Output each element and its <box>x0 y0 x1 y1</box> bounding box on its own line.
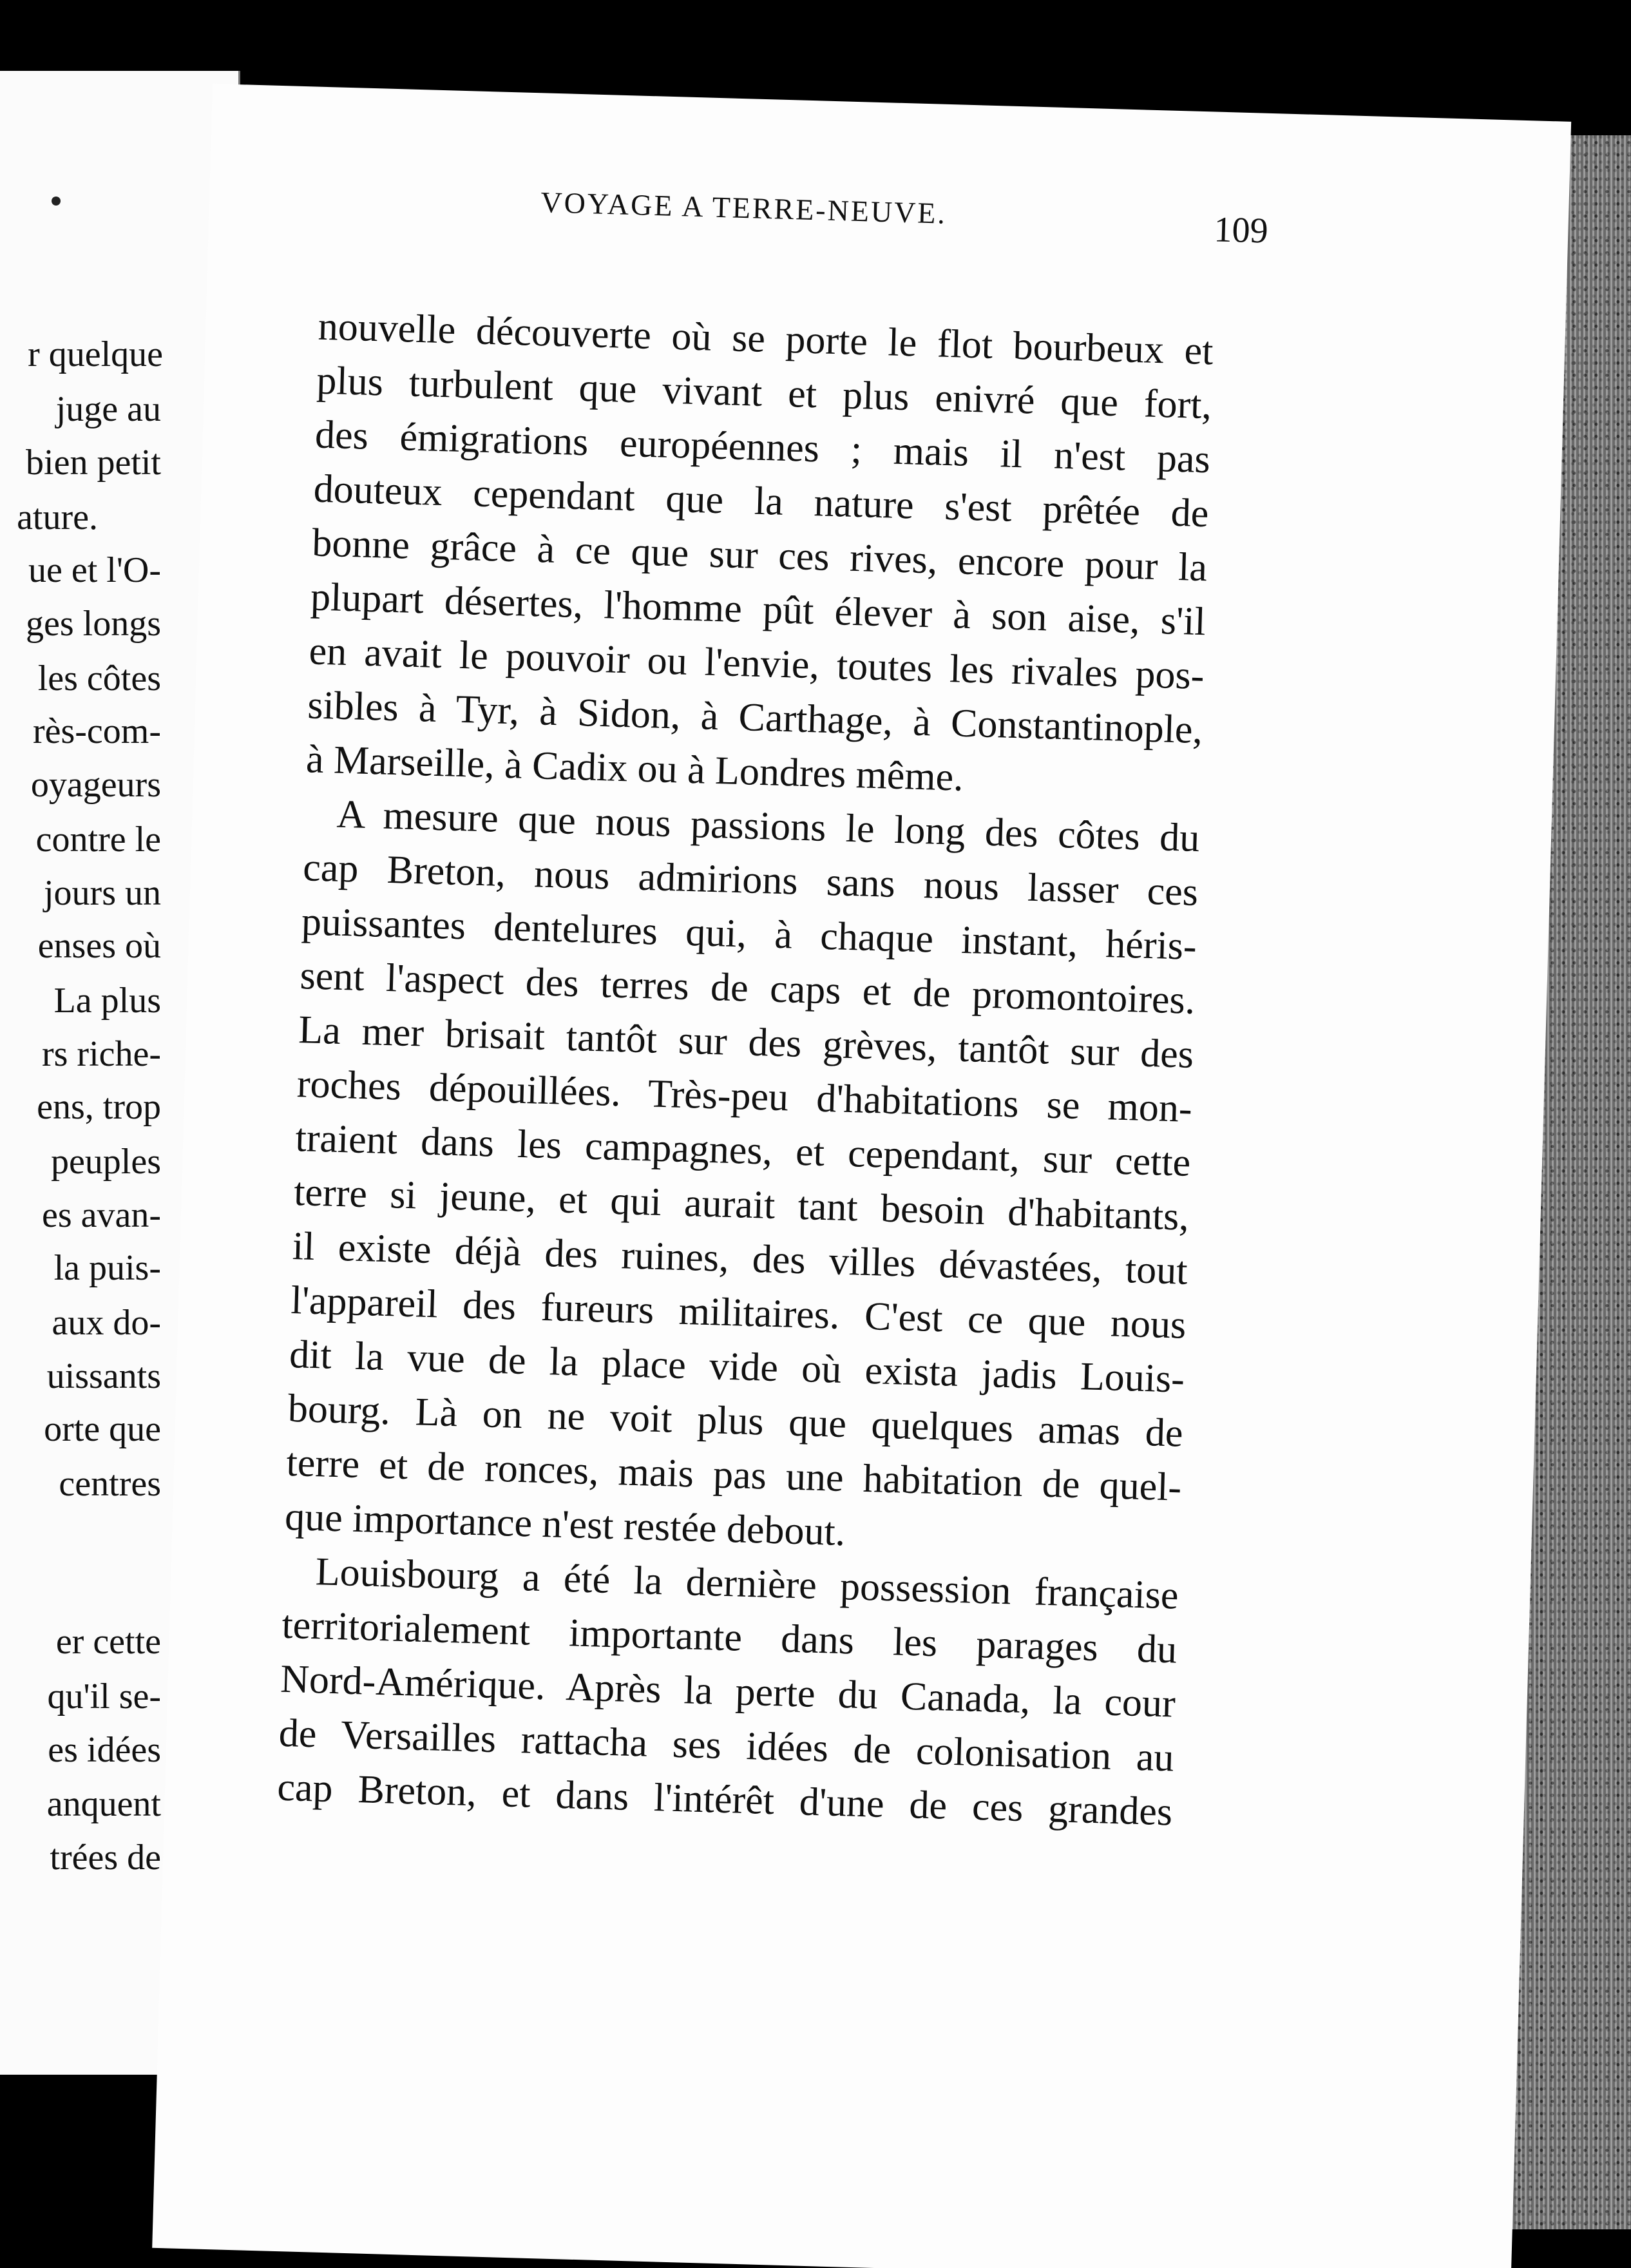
left-page-line: es idées <box>48 1730 161 1770</box>
text-line: bonne grâce à ce que sur ces rives, encore pour la <box>311 521 1208 590</box>
left-page-line: anquent <box>46 1784 161 1824</box>
text-line: douteux cependant que la nature s'est prêtée de <box>312 466 1210 536</box>
text-line: dit la vue de la place vide où exista jadis Louis- <box>289 1332 1185 1401</box>
left-page-line: ature. <box>17 497 98 537</box>
text-line: roches dépouillées. Très-peu d'habitations se mon- <box>296 1062 1193 1131</box>
left-page-line: juge au <box>55 389 161 429</box>
text-line: terre et de ronces, mais pas une habitation de quel- <box>285 1440 1183 1510</box>
running-head: VOYAGE A TERRE-NEUVE. <box>540 186 948 230</box>
left-page-line: rès-com- <box>32 711 161 751</box>
left-page-line: enses où <box>37 926 161 966</box>
left-page-line: rs riche- <box>41 1034 161 1074</box>
left-page-line: ue et l'O- <box>28 550 161 590</box>
text-line: cap Breton, nous admirions sans nous lasser ces <box>302 845 1199 915</box>
left-page-line: r quelque <box>28 334 163 374</box>
text-line: nouvelle découverte où se porte le flot bourbeux et <box>317 304 1214 374</box>
left-page-line: centres <box>59 1464 161 1504</box>
text-line: que importance n'est restée debout. <box>284 1494 846 1555</box>
text-line: Louisbourg a été la dernière possession française <box>315 1550 1179 1618</box>
left-page-line: aux do- <box>52 1303 161 1343</box>
left-page-line: la puis- <box>53 1248 161 1288</box>
left-page-line: La plus <box>53 981 161 1021</box>
left-page-line: uissants <box>46 1356 161 1396</box>
text-line: terre si jeune, et qui aurait tant besoin d'habitants, <box>293 1170 1190 1239</box>
left-page-line: qu'il se- <box>47 1677 161 1716</box>
text-line: cap Breton, et dans l'intérêt d'une de ces grandes <box>276 1765 1173 1834</box>
left-page-line: bien petit <box>26 443 161 483</box>
page-header <box>321 179 1321 258</box>
text-line: de Versailles rattacha ses idées de colonisation au <box>278 1711 1175 1780</box>
text-line: La mer brisait tantôt sur des grèves, tantôt sur des <box>298 1008 1194 1077</box>
left-page-line: es avan- <box>41 1195 161 1235</box>
left-page-line: ens, trop <box>37 1087 161 1127</box>
left-page-line: er cette <box>55 1622 161 1662</box>
left-page-line: les côtes <box>37 658 161 698</box>
left-page-line: ges longs <box>26 604 161 644</box>
page-number: 109 <box>1213 209 1269 251</box>
text-line: plupart désertes, l'homme pût élever à son aise, s'il <box>310 575 1207 644</box>
text-line: sibles à Tyr, à Sidon, à Carthage, à Constantinople, <box>307 683 1203 753</box>
text-line: territorialement importante dans les parages du <box>281 1602 1178 1672</box>
text-line: traient dans les campagnes, et cependant, sur cette <box>294 1116 1192 1185</box>
left-page-line: contre le <box>35 820 161 860</box>
left-page-line: orte que <box>44 1409 161 1449</box>
text-line: il existe déjà des ruines, des villes dévastées, tout <box>292 1224 1188 1293</box>
text-line: l'appareil des fureurs militaires. C'est ce que nous <box>290 1278 1187 1347</box>
text-line: puissantes dentelures qui, à chaque instant, héris- <box>301 899 1197 969</box>
left-page-line: trées de <box>50 1838 161 1878</box>
text-line: Nord-Amérique. Après la perte du Canada, la cour <box>280 1657 1176 1726</box>
text-line: à Marseille, à Cadix ou à Londres même. <box>305 737 964 800</box>
text-line: sent l'aspect des terres de caps et de promontoires. <box>299 954 1196 1023</box>
text-line: bourg. Là on ne voit plus que quelques amas de <box>287 1386 1184 1456</box>
text-line: A mesure que nous passions le long des côtes du <box>336 792 1201 861</box>
text-line: des émigrations européennes ; mais il n'est pas <box>314 412 1211 482</box>
text-line: en avait le pouvoir ou l'envie, toutes les rivales pos- <box>308 629 1205 698</box>
left-page-line: oyageurs <box>30 765 161 805</box>
text-line: plus turbulent que vivant et plus enivré que fort, <box>316 358 1212 428</box>
left-page-line: jours un <box>44 873 161 913</box>
left-page-line: peuples <box>50 1142 161 1182</box>
